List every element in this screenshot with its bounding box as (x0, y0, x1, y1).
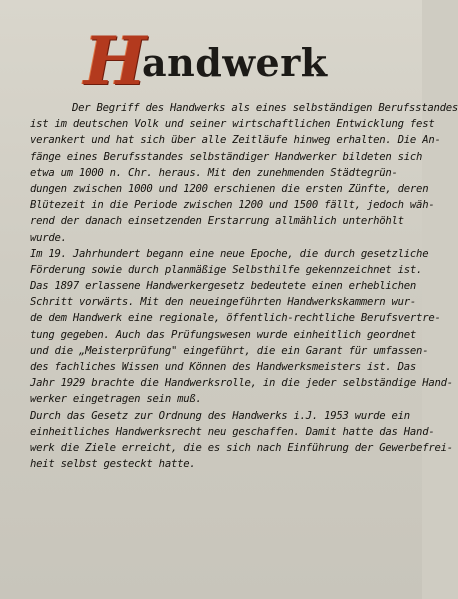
paragraph (30, 246, 453, 408)
text-line: fänge eines Berufsstandes selbständiger Handwerker bildeten sich (30, 150, 423, 163)
paragraph-container (30, 100, 458, 472)
document-title (0, 22, 422, 100)
text-line: des fachliches Wissen und Können des Handwerksmeisters ist. Das (30, 361, 417, 373)
text-line: Förderung sowie durch planmäßige Selbsthilfe gekennzeichnet ist. (30, 263, 423, 276)
text-line: Durch das Gesetz zur Ordnung des Handwerks i.J. 1953 wurde ein (30, 409, 410, 422)
title-text: andwerk (142, 40, 328, 85)
text-line: etwa um 1000 n. Chr. heraus. Mit den zunehmenden Städtegrün- (30, 166, 398, 179)
text-line: ist im deutschen Volk und seiner wirtschaftlichen Entwicklung fest (30, 118, 435, 131)
paragraph (30, 100, 458, 246)
paragraph (30, 408, 453, 473)
text-line: de dem Handwerk eine regionale, öffentlich-rechtliche Berufsvertre- (30, 312, 441, 325)
text-line: wurde. (30, 231, 67, 244)
text-line: tung gegeben. Auch das Prüfungswesen wurde einheitlich geordnet (30, 328, 417, 341)
text-line: Das 1897 erlassene Handwerkergesetz bedeutete einen erheblichen (30, 280, 417, 293)
text-line: und die „Meisterprüfung" eingeführt, die ein Garant für umfassen- (30, 344, 429, 357)
text-line: einheitliches Handwerksrecht neu geschaffen. Damit hatte das Hand- (30, 425, 435, 438)
text-line: Im 19. Jahrhundert begann eine neue Epoche, die durch gesetzliche (30, 247, 429, 260)
text-line: rend der danach einsetzenden Erstarrung allmählich unterhöhlt (30, 215, 404, 228)
text-line: Jahr 1929 brachte die Handwerksrolle, in die jeder selbständige Hand- (30, 377, 453, 390)
text-line: werk die Ziele erreicht, die es sich nach Einführung der Gewerbefrei- (30, 441, 453, 454)
text-line: Der Begriff des Handwerks als eines selbständigen Berufsstandes (72, 102, 458, 114)
text-line: verankert und hat sich über alle Zeitläufe hinweg erhalten. Die An- (30, 134, 441, 147)
text-line: werker eingetragen sein muß. (30, 393, 202, 406)
text-line: Schritt vorwärts. Mit den neueingeführten Handwerkskammern wur- (30, 296, 417, 309)
text-line: heit selbst gesteckt hatte. (30, 458, 196, 471)
text-line: dungen zwischen 1000 und 1200 erschienen die ersten Zünfte, deren (30, 182, 429, 195)
document-body (30, 100, 458, 472)
text-line: Blütezeit in die Periode zwischen 1200 und 1500 fällt, jedoch wäh- (30, 199, 435, 212)
title-initial: H (84, 22, 147, 100)
